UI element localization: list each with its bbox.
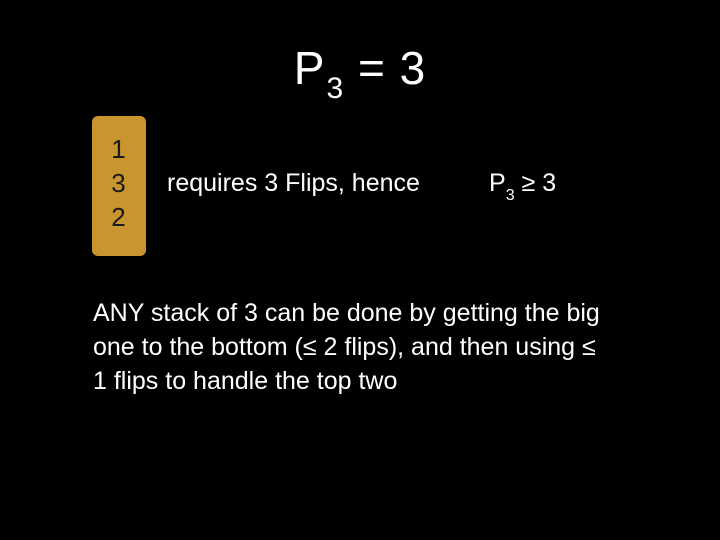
paragraph-line: one to the bottom (≤ 2 flips), and then using ≤ xyxy=(93,333,596,361)
title-rest: = 3 xyxy=(344,42,427,94)
requires-text: requires 3 Flips, hence xyxy=(167,169,420,197)
paragraph-line: 1 flips to handle the top two xyxy=(93,367,398,395)
stack-item: 3 xyxy=(111,168,126,198)
paragraph-line: ANY stack of 3 can be done by getting the big xyxy=(93,299,600,327)
title-subscript: 3 xyxy=(326,72,345,105)
stack-item: 1 xyxy=(111,134,126,164)
title-base: P xyxy=(293,42,326,94)
lower-bound-expression xyxy=(489,167,556,203)
pancake-stack-box xyxy=(92,116,146,256)
pancake-stack-list xyxy=(92,132,146,234)
slide-title xyxy=(0,40,720,103)
bound-base: P xyxy=(489,169,506,197)
bound-rest: ≥ 3 xyxy=(514,169,557,197)
stack-item: 2 xyxy=(111,202,126,232)
explanation-paragraph xyxy=(93,296,693,398)
bound-subscript: 3 xyxy=(505,187,515,204)
